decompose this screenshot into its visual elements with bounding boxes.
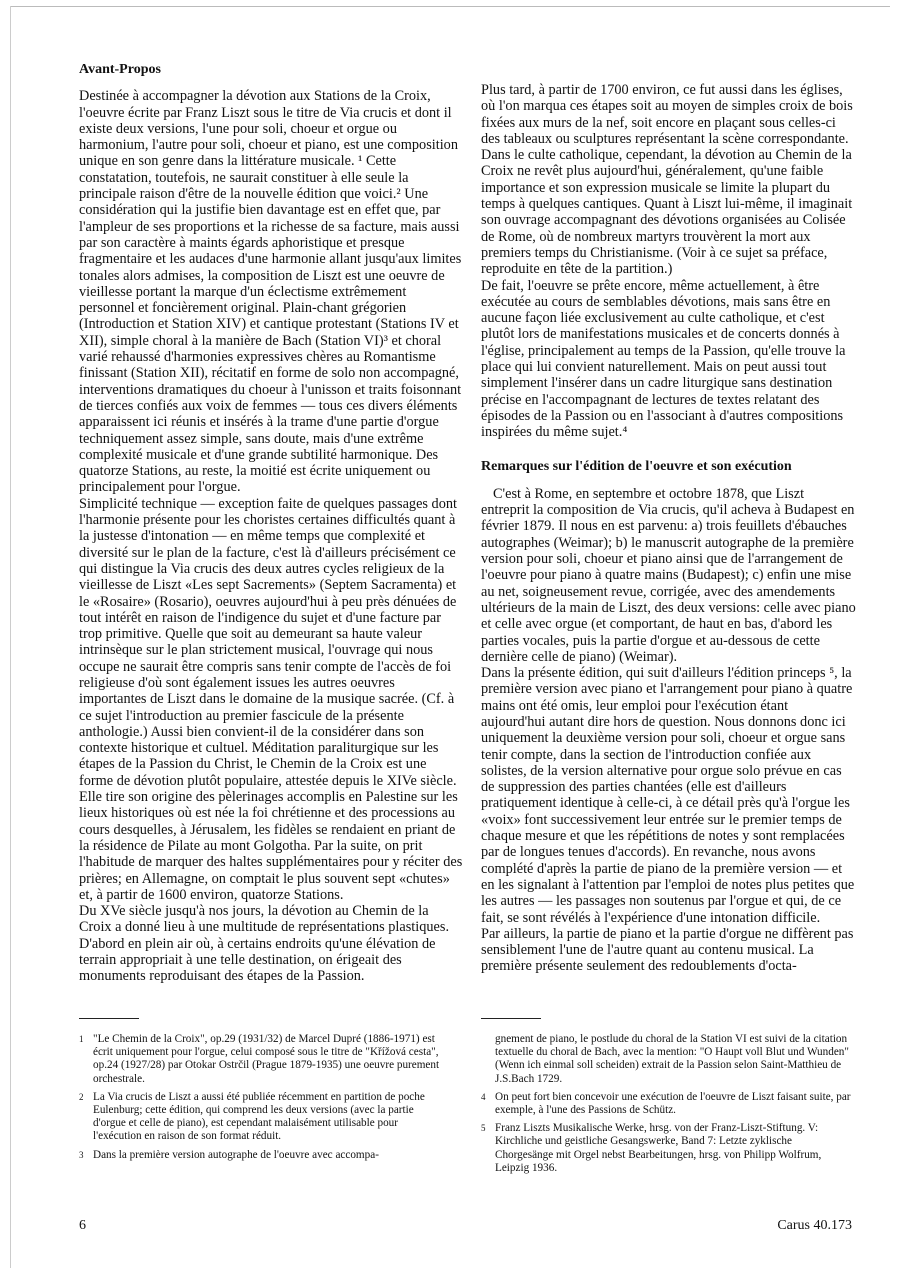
section-heading-avant-propos: Avant-Propos — [79, 62, 161, 77]
left-column — [79, 62, 464, 985]
footnote-number: 5 — [481, 1123, 486, 1134]
paragraph: Plus tard, à partir de 1700 environ, ce fut aussi dans les églises, où l'on marqua ces étapes soit au moyen de simples croix de bois fixées aux murs de la nef, soit encore en plaçant sous celles-ci des tableaux ou sculptures représentant la scène correspondante. Dans le culte catholique, cependant, la dévotion au Chemin de la Croix ne revêt plus aujourd'hui, généralement, qu'une faible importance et son expression musicale se limite la plupart du temps à quelques cantiques. Quant à Liszt lui-même, il imaginait son ouvrage accompagnant des dévotions organisées au Colisée de Rome, où de nombreux martyrs trouvèrent la mort aux premiers temps du Christianisme. (Voir à ce sujet sa préface, reproduite en tête de la partition.) — [481, 82, 853, 278]
footnote-number: 2 — [79, 1091, 84, 1102]
footnote-number: 1 — [79, 1034, 84, 1044]
footnotes-left — [79, 1018, 449, 1167]
page-edge-top — [10, 6, 890, 7]
footnotes-right — [481, 1018, 851, 1180]
footnote-rule — [481, 1018, 541, 1019]
paragraph: Simplicité technique — exception faite de quelques passages dont l'harmonie présente pour les choristes certaines difficultés quant à la justesse d'intonation — en même temps que complexité et diversité sur le plan de la facture, c'est là d'ailleurs précisément ce qui distingue la Via crucis des deux autres cycles religieux de la vieillesse de Liszt «Les sept Sacrements» (Septem Sacramenta) et le «Rosaire» (Rosario), oeuvres aujourd'hui à peu près dénuées de tout intérêt en raison de l'indigence du sujet et d'une facture par trop primitive. Quelle que soit au demeurant sa haute valeur intrinsèque sur le plan strictement musical, l'ouvrage qui nous occupe ne saurait être compris sans tenir compte de l'accès de foi religieuse d'où sont également issues les autres oeuvres importantes de Liszt dans le domaine de la musique sacrée. (Cf. à ce sujet l'introduction au premier fascicule de la présente anthologie.) Aussi bien convient-il de la considérer dans son contexte historique et cultuel. Méditation paraliturgique sur les étapes de la Passion du Christ, le Chemin de la Croix est une forme de dévotion plutôt populaire, attestée depuis le XIVe siècle. Elle tire son origine des pèlerinages accomplis en Palestine sur les lieux historiques où est née la foi chrétienne et des processions au cours desquelles, à Jérusalem, les fidèles se rendaient en priant de la résidence de Pilate au mont Golgotha. Par la suite, on prit l'habitude de marquer des haltes supplémentaires pour y réciter des prières; en Allemagne, on comptait le plus souvent sept «chutes» et, à partir de 1600 environ, quatorze Stations. — [79, 495, 463, 903]
footnote-text: Franz Liszts Musikalische Werke, hrsg. von der Franz-Liszt-Stiftung. V: Kirchliche und geistliche Gesangswerke, Band 7: Letzte zyklische Chorgesänge mit Orgel nebst Bearbeitungen, hrsg. von Philipp Wolfrum, Leipzig 1936. — [495, 1122, 822, 1174]
footnote-rule — [79, 1018, 139, 1019]
footnote-text: La Via crucis de Liszt a aussi été publiée récemment en partition de poche Eulenburg; cette édition, qui comprend les deux versions (avec la partie d'orgue et celle de piano), est cependant malaisément utilisable pour l'exécution en raison de son format réduit. — [93, 1090, 425, 1143]
catalog-number: Carus 40.173 — [777, 1218, 852, 1233]
footnote-text: Dans la première version autographe de l'oeuvre avec accompa- — [93, 1148, 379, 1161]
page-number: 6 — [79, 1218, 86, 1233]
paragraph: Dans la présente édition, qui suit d'ailleurs l'édition princeps ⁵, la première version avec piano et l'arrangement pour piano à quatre mains ont été omis, leur emploi pour l'exécution étant aujourd'hui autant dire hors de question. Nous donnons donc ici uniquement la deuxième version pour soli, choeur et orgue sans tenir compte, dans la section de l'introduction confiée aux solistes, de la version alternative pour orgue solo prévue en cas de suppression des parties chantées (elle est d'ailleurs pratiquement identique à celle-ci, à ce détail près qu'à l'orgue les «voix» font successivement leur entrée sur le premier temps de chaque mesure et que les répétitions de notes y sont remplacées par de longues tenues d'accords). En revanche, nous avons complété d'après la partie de piano de la première version — et en les signalant à l'attention par l'emploi de notes plus petites que les autres — les passages non soutenus par l'orgue et qui, de ce fait, se sont révélés à l'expérience d'une intonation difficile. — [481, 665, 855, 926]
paragraph: Par ailleurs, la partie de piano et la partie d'orgue ne diffèrent pas sensiblement l'une de l'autre quant au contenu musical. La première présente seulement des redoublements d'octa- — [481, 925, 854, 975]
right-column — [481, 82, 856, 975]
paragraph: Du XVe siècle jusqu'à nos jours, la dévotion au Chemin de la Croix a donné lieu à une multitude de représentations plastiques. D'abord en plein air où, à certains endroits qu'une élévation de terrain appropriait à une telle destination, on érigeait des monuments reproduisant des étapes de la Passion. — [79, 903, 450, 985]
footnote-3-continuation: gnement de piano, le postlude du choral de la Station VI est suivi de la citation textuelle du choral de Bach, avec la mention: "O Haupt voll Blut und Wunden" (Wenn ich einmal soll scheiden) extrait de la Passion selon Saint-Matthieu de J.S.Bach 1729. — [495, 1033, 849, 1085]
footnote-3 — [79, 1149, 449, 1162]
footnote-number: 3 — [79, 1149, 84, 1160]
paragraph: Destinée à accompagner la dévotion aux Stations de la Croix, l'oeuvre écrite par Franz Liszt sous le titre de Via crucis et dont il existe deux versions, l'une pour soli, choeur et orgue ou harmonium, l'autre pour soli, choeur et piano, est une composition unique en son genre dans la littérature musicale. ¹ Cette constatation, toutefois, ne saurait constituer à elle seule la principale raison d'être de la nouvelle édition que voici.² Une considération qui la justifie bien davantage est en effet que, par l'ampleur de ses proportions et la richesse de sa facture, mais aussi par son caractère à maints égards aphoristique et presque fragmentaire et les audaces d'une harmonie allant jusqu'aux limites tonales alors admises, la composition de Liszt est une oeuvre de vieillesse portant la marque d'un éclectisme extrêmement personnel et foncièrement original. Plain-chant grégorien (Introduction et Station XIV) et cantique protestant (Stations IV et XII), simple choral à la manière de Bach (Station VI)³ et choral varié rehaussé d'harmonies expressives chères au Romantisme finissant (Station XII), récitatif en forme de solo non accompagné, interventions dramatiques du choeur à l'unisson et traits foisonnant de tierces confiés aux voix de femmes — tous ces divers éléments apparaissent ici réunis et insérés à la trame d'une partie d'orgue techniquement assez simple, sans doute, mais d'une extrême complexité musicale et d'une grande subtilité harmonique. Des quatorze Stations, au reste, la moitié est écrite uniquement ou principalement pour l'orgue. — [79, 88, 462, 496]
footnote-5 — [481, 1122, 851, 1175]
paragraph: C'est à Rome, en septembre et octobre 1878, que Liszt entreprit la composition de Via crucis, qu'il acheva à Budapest en février 1879. Il nous en est parvenu: a) trois feuillets d'ébauches autographes (Weimar); b) le manuscrit autographe de la première version pour soli, choeur et piano ainsi que de l'arrangement de l'oeuvre pour piano à quatre mains (Budapest); c) enfin une mise au net, soigneusement revue, corrigée, avec des amendements ultérieurs de la main de Liszt, des deux versions: celle avec piano et celle avec orgue (et comportant, de haut en bas, d'abord les parties vocales, puis la partie d'orgue et au-dessous de cette dernière celle de piano) (Weimar). — [481, 485, 856, 665]
footnote-text: On peut fort bien concevoir une exécution de l'oeuvre de Liszt faisant suite, par exemple, à l'une des Passions de Schütz. — [495, 1090, 851, 1117]
page-edge-left — [10, 6, 11, 1268]
footnote-1 — [79, 1033, 449, 1086]
section-heading-remarques: Remarques sur l'édition de l'oeuvre et son exécution — [481, 458, 792, 474]
footnote-text: "Le Chemin de la Croix", op.29 (1931/32) de Marcel Dupré (1886-1971) est écrit uniquement pour l'orgue, celui composé sous le titre de "Křížová cesta", op.24 (1927/28) par Otokar Ostrčil (Prague 1879-1935) une oeuvre purement orchestrale. — [93, 1033, 440, 1085]
footnote-4 — [481, 1091, 851, 1117]
paragraph: De fait, l'oeuvre se prête encore, même actuellement, à être exécutée au cours de semblables dévotions, mais sans être en aucune façon liée exclusivement au culte catholique, et c'est plutôt lors de manifestations musicales et de concerts donnés à l'église, principalement au temps de la Passion, qu'elle trouve la place qui lui convient naturellement. Mais on peut aussi tout simplement l'insérer dans un cadre liturgique sans destination précise en l'accompagnant de lectures de textes relatant des épisodes de la Passion ou en l'associant à d'autres compositions inspirées du même sujet.⁴ — [481, 277, 846, 441]
footnote-2 — [79, 1091, 449, 1144]
footnote-number: 4 — [481, 1091, 486, 1102]
